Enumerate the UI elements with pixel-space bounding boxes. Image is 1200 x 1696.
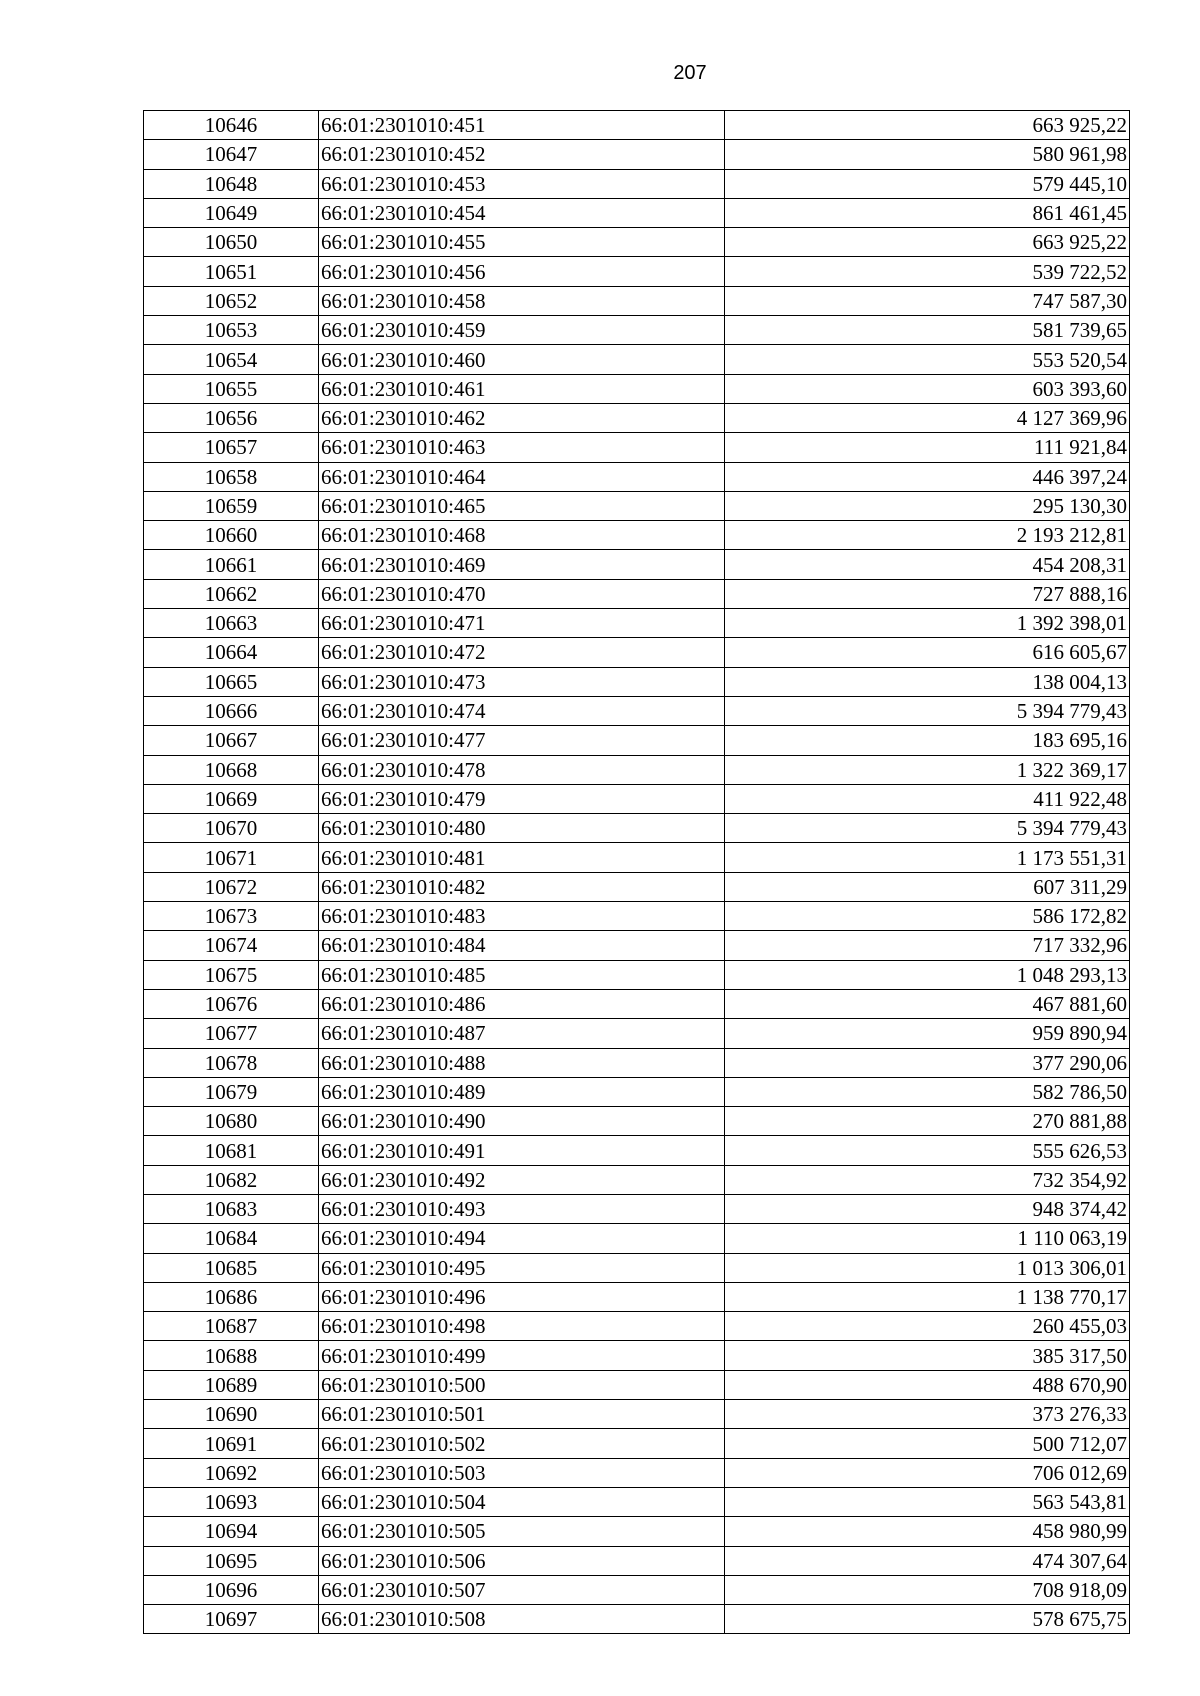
page-number: 207 [673, 62, 707, 84]
row-number-cell: 10695 [144, 1546, 319, 1575]
table-row [144, 814, 1130, 843]
cadastral-value-cell: 270 881,88 [725, 1107, 1130, 1136]
row-number-cell: 10681 [144, 1136, 319, 1165]
row-number-cell: 10649 [144, 198, 319, 227]
cadastral-value-cell: 295 130,30 [725, 491, 1130, 520]
cadastral-number-cell: 66:01:2301010:477 [319, 726, 725, 755]
cadastral-value-cell: 581 739,65 [725, 316, 1130, 345]
table-row [144, 872, 1130, 901]
cadastral-value-cell: 183 695,16 [725, 726, 1130, 755]
table-row [144, 902, 1130, 931]
table-row [144, 140, 1130, 169]
cadastral-value-cell: 747 587,30 [725, 286, 1130, 315]
cadastral-number-cell: 66:01:2301010:488 [319, 1048, 725, 1077]
cadastral-value-cell: 578 675,75 [725, 1605, 1130, 1634]
cadastral-number-cell: 66:01:2301010:468 [319, 521, 725, 550]
row-number-cell: 10652 [144, 286, 319, 315]
cadastral-value-cell: 861 461,45 [725, 198, 1130, 227]
cadastral-number-cell: 66:01:2301010:469 [319, 550, 725, 579]
cadastral-value-cell: 959 890,94 [725, 1019, 1130, 1048]
table-row [144, 1458, 1130, 1487]
cadastral-value-cell: 5 394 779,43 [725, 814, 1130, 843]
cadastral-number-cell: 66:01:2301010:470 [319, 579, 725, 608]
table-row [144, 726, 1130, 755]
table-body [144, 111, 1130, 1634]
table-row [144, 1575, 1130, 1604]
row-number-cell: 10662 [144, 579, 319, 608]
table-row [144, 784, 1130, 813]
cadastral-number-cell: 66:01:2301010:480 [319, 814, 725, 843]
cadastral-value-cell: 717 332,96 [725, 931, 1130, 960]
row-number-cell: 10672 [144, 872, 319, 901]
cadastral-number-cell: 66:01:2301010:496 [319, 1282, 725, 1311]
row-number-cell: 10659 [144, 491, 319, 520]
cadastral-value-cell: 1 048 293,13 [725, 960, 1130, 989]
cadastral-number-cell: 66:01:2301010:508 [319, 1605, 725, 1634]
cadastral-number-cell: 66:01:2301010:474 [319, 696, 725, 725]
cadastral-value-cell: 5 394 779,43 [725, 696, 1130, 725]
table-row [144, 755, 1130, 784]
table-row [144, 462, 1130, 491]
cadastral-value-cell: 474 307,64 [725, 1546, 1130, 1575]
cadastral-number-cell: 66:01:2301010:489 [319, 1077, 725, 1106]
row-number-cell: 10689 [144, 1370, 319, 1399]
table-row [144, 228, 1130, 257]
table-row [144, 403, 1130, 432]
cadastral-value-cell: 138 004,13 [725, 667, 1130, 696]
row-number-cell: 10667 [144, 726, 319, 755]
row-number-cell: 10646 [144, 111, 319, 140]
table-row [144, 1019, 1130, 1048]
row-number-cell: 10648 [144, 169, 319, 198]
row-number-cell: 10650 [144, 228, 319, 257]
cadastral-number-cell: 66:01:2301010:453 [319, 169, 725, 198]
cadastral-value-cell: 4 127 369,96 [725, 403, 1130, 432]
row-number-cell: 10674 [144, 931, 319, 960]
cadastral-value-cell: 539 722,52 [725, 257, 1130, 286]
cadastral-number-cell: 66:01:2301010:482 [319, 872, 725, 901]
cadastral-number-cell: 66:01:2301010:487 [319, 1019, 725, 1048]
table-row [144, 579, 1130, 608]
row-number-cell: 10673 [144, 902, 319, 931]
cadastral-value-cell: 580 961,98 [725, 140, 1130, 169]
cadastral-number-cell: 66:01:2301010:505 [319, 1517, 725, 1546]
table-row [144, 1341, 1130, 1370]
cadastral-value-cell: 111 921,84 [725, 433, 1130, 462]
table-row [144, 316, 1130, 345]
cadastral-value-cell: 2 193 212,81 [725, 521, 1130, 550]
cadastral-number-cell: 66:01:2301010:485 [319, 960, 725, 989]
cadastral-value-cell: 1 173 551,31 [725, 843, 1130, 872]
table-row [144, 667, 1130, 696]
table-row [144, 169, 1130, 198]
row-number-cell: 10658 [144, 462, 319, 491]
row-number-cell: 10684 [144, 1224, 319, 1253]
table-row [144, 989, 1130, 1018]
table-row [144, 1107, 1130, 1136]
cadastral-value-cell: 553 520,54 [725, 345, 1130, 374]
row-number-cell: 10670 [144, 814, 319, 843]
cadastral-number-cell: 66:01:2301010:458 [319, 286, 725, 315]
table-row [144, 1136, 1130, 1165]
cadastral-number-cell: 66:01:2301010:491 [319, 1136, 725, 1165]
cadastral-number-cell: 66:01:2301010:500 [319, 1370, 725, 1399]
table-row [144, 257, 1130, 286]
table-row [144, 1077, 1130, 1106]
cadastral-number-cell: 66:01:2301010:503 [319, 1458, 725, 1487]
cadastral-number-cell: 66:01:2301010:494 [319, 1224, 725, 1253]
row-number-cell: 10664 [144, 638, 319, 667]
cadastral-number-cell: 66:01:2301010:465 [319, 491, 725, 520]
table-row [144, 491, 1130, 520]
cadastral-number-cell: 66:01:2301010:484 [319, 931, 725, 960]
table-row [144, 960, 1130, 989]
table-row [144, 374, 1130, 403]
cadastral-number-cell: 66:01:2301010:493 [319, 1194, 725, 1223]
cadastral-value-cell: 563 543,81 [725, 1487, 1130, 1516]
row-number-cell: 10663 [144, 609, 319, 638]
cadastral-number-cell: 66:01:2301010:492 [319, 1165, 725, 1194]
table-row [144, 1370, 1130, 1399]
row-number-cell: 10653 [144, 316, 319, 345]
cadastral-value-cell: 467 881,60 [725, 989, 1130, 1018]
cadastral-number-cell: 66:01:2301010:473 [319, 667, 725, 696]
row-number-cell: 10691 [144, 1429, 319, 1458]
row-number-cell: 10665 [144, 667, 319, 696]
row-number-cell: 10669 [144, 784, 319, 813]
cadastral-value-cell: 607 311,29 [725, 872, 1130, 901]
row-number-cell: 10690 [144, 1400, 319, 1429]
row-number-cell: 10687 [144, 1312, 319, 1341]
table-row [144, 198, 1130, 227]
table-row [144, 1194, 1130, 1223]
cadastral-value-cell: 446 397,24 [725, 462, 1130, 491]
row-number-cell: 10686 [144, 1282, 319, 1311]
row-number-cell: 10655 [144, 374, 319, 403]
cadastral-value-cell: 1 392 398,01 [725, 609, 1130, 638]
cadastral-value-cell: 582 786,50 [725, 1077, 1130, 1106]
cadastral-number-cell: 66:01:2301010:501 [319, 1400, 725, 1429]
cadastral-value-cell: 586 172,82 [725, 902, 1130, 931]
cadastral-value-cell: 373 276,33 [725, 1400, 1130, 1429]
cadastral-value-cell: 1 322 369,17 [725, 755, 1130, 784]
cadastral-value-cell: 579 445,10 [725, 169, 1130, 198]
table-row [144, 111, 1130, 140]
cadastral-value-cell: 1 013 306,01 [725, 1253, 1130, 1282]
cadastral-number-cell: 66:01:2301010:478 [319, 755, 725, 784]
row-number-cell: 10678 [144, 1048, 319, 1077]
cadastral-number-cell: 66:01:2301010:462 [319, 403, 725, 432]
cadastral-number-cell: 66:01:2301010:460 [319, 345, 725, 374]
table-row [144, 638, 1130, 667]
cadastral-number-cell: 66:01:2301010:461 [319, 374, 725, 403]
cadastral-value-cell: 411 922,48 [725, 784, 1130, 813]
cadastral-value-cell: 500 712,07 [725, 1429, 1130, 1458]
table-row [144, 1048, 1130, 1077]
cadastral-number-cell: 66:01:2301010:456 [319, 257, 725, 286]
row-number-cell: 10693 [144, 1487, 319, 1516]
cadastral-value-cell: 385 317,50 [725, 1341, 1130, 1370]
row-number-cell: 10688 [144, 1341, 319, 1370]
cadastral-number-cell: 66:01:2301010:479 [319, 784, 725, 813]
cadastral-number-cell: 66:01:2301010:490 [319, 1107, 725, 1136]
cadastral-number-cell: 66:01:2301010:504 [319, 1487, 725, 1516]
table-row [144, 1165, 1130, 1194]
cadastral-value-cell: 377 290,06 [725, 1048, 1130, 1077]
table-row [144, 550, 1130, 579]
cadastral-value-cell: 727 888,16 [725, 579, 1130, 608]
table-row [144, 1429, 1130, 1458]
row-number-cell: 10694 [144, 1517, 319, 1546]
row-number-cell: 10668 [144, 755, 319, 784]
row-number-cell: 10697 [144, 1605, 319, 1634]
cadastral-value-cell: 1 110 063,19 [725, 1224, 1130, 1253]
table-row [144, 1253, 1130, 1282]
row-number-cell: 10680 [144, 1107, 319, 1136]
cadastral-value-cell: 458 980,99 [725, 1517, 1130, 1546]
row-number-cell: 10677 [144, 1019, 319, 1048]
cadastral-number-cell: 66:01:2301010:452 [319, 140, 725, 169]
row-number-cell: 10696 [144, 1575, 319, 1604]
row-number-cell: 10685 [144, 1253, 319, 1282]
cadastral-value-cell: 260 455,03 [725, 1312, 1130, 1341]
row-number-cell: 10654 [144, 345, 319, 374]
cadastral-value-cell: 1 138 770,17 [725, 1282, 1130, 1311]
table-row [144, 433, 1130, 462]
cadastral-number-cell: 66:01:2301010:472 [319, 638, 725, 667]
cadastral-number-cell: 66:01:2301010:459 [319, 316, 725, 345]
cadastral-number-cell: 66:01:2301010:481 [319, 843, 725, 872]
table-row [144, 1517, 1130, 1546]
row-number-cell: 10671 [144, 843, 319, 872]
table-row [144, 843, 1130, 872]
cadastral-number-cell: 66:01:2301010:455 [319, 228, 725, 257]
cadastral-number-cell: 66:01:2301010:471 [319, 609, 725, 638]
cadastral-value-cell: 663 925,22 [725, 111, 1130, 140]
cadastral-value-cell: 732 354,92 [725, 1165, 1130, 1194]
table-row [144, 1312, 1130, 1341]
row-number-cell: 10683 [144, 1194, 319, 1223]
table-row [144, 1282, 1130, 1311]
table-row [144, 521, 1130, 550]
table-row [144, 609, 1130, 638]
cadastral-value-cell: 488 670,90 [725, 1370, 1130, 1399]
row-number-cell: 10656 [144, 403, 319, 432]
cadastral-value-cell: 555 626,53 [725, 1136, 1130, 1165]
cadastral-number-cell: 66:01:2301010:486 [319, 989, 725, 1018]
row-number-cell: 10647 [144, 140, 319, 169]
table-row [144, 1400, 1130, 1429]
row-number-cell: 10692 [144, 1458, 319, 1487]
cadastral-number-cell: 66:01:2301010:464 [319, 462, 725, 491]
row-number-cell: 10666 [144, 696, 319, 725]
cadastral-number-cell: 66:01:2301010:454 [319, 198, 725, 227]
cadastral-value-cell: 706 012,69 [725, 1458, 1130, 1487]
table-row [144, 345, 1130, 374]
cadastral-value-cell: 603 393,60 [725, 374, 1130, 403]
table-row [144, 931, 1130, 960]
row-number-cell: 10679 [144, 1077, 319, 1106]
cadastral-number-cell: 66:01:2301010:499 [319, 1341, 725, 1370]
cadastral-value-cell: 708 918,09 [725, 1575, 1130, 1604]
cadastral-number-cell: 66:01:2301010:502 [319, 1429, 725, 1458]
cadastral-number-cell: 66:01:2301010:506 [319, 1546, 725, 1575]
row-number-cell: 10657 [144, 433, 319, 462]
table-row [144, 1605, 1130, 1634]
cadastral-value-cell: 948 374,42 [725, 1194, 1130, 1223]
cadastral-value-cell: 616 605,67 [725, 638, 1130, 667]
cadastral-number-cell: 66:01:2301010:507 [319, 1575, 725, 1604]
row-number-cell: 10682 [144, 1165, 319, 1194]
cadastral-number-cell: 66:01:2301010:463 [319, 433, 725, 462]
table-row [144, 696, 1130, 725]
table-row [144, 1224, 1130, 1253]
cadastral-number-cell: 66:01:2301010:498 [319, 1312, 725, 1341]
row-number-cell: 10661 [144, 550, 319, 579]
table-row [144, 286, 1130, 315]
table-row [144, 1546, 1130, 1575]
table-row [144, 1487, 1130, 1516]
cadastral-number-cell: 66:01:2301010:495 [319, 1253, 725, 1282]
cadastral-value-cell: 454 208,31 [725, 550, 1130, 579]
cadastral-number-cell: 66:01:2301010:483 [319, 902, 725, 931]
row-number-cell: 10676 [144, 989, 319, 1018]
row-number-cell: 10675 [144, 960, 319, 989]
cadastral-number-cell: 66:01:2301010:451 [319, 111, 725, 140]
row-number-cell: 10660 [144, 521, 319, 550]
row-number-cell: 10651 [144, 257, 319, 286]
cadastral-value-table [143, 110, 1130, 1634]
cadastral-value-cell: 663 925,22 [725, 228, 1130, 257]
